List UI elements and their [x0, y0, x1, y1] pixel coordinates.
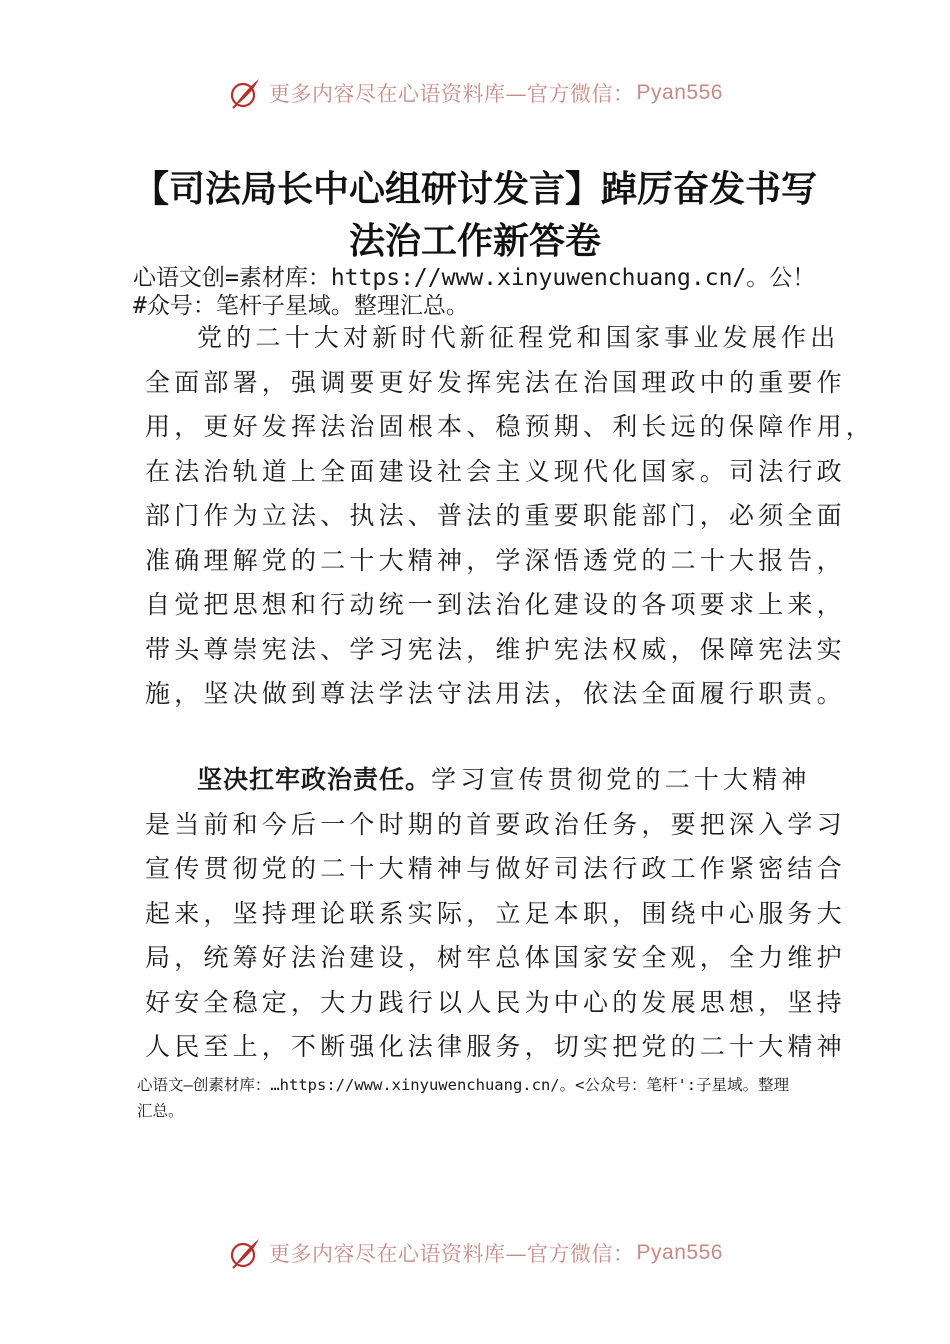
paragraph-line: 好安全稳定，大力践行以人民为中心的发展思想，坚持	[145, 987, 846, 1017]
paragraph-line: 部门作为立法、执法、普法的重要职能部门，必须全面	[145, 501, 846, 530]
paragraph-2	[145, 758, 846, 1070]
source-footer	[137, 1072, 837, 1124]
paragraph-1	[145, 316, 876, 717]
source-header-line-2: #众号：笔杆子星域。整理汇总。	[133, 293, 469, 319]
document-title	[90, 164, 860, 268]
paragraph-line: 人民至上，不断强化法律服务，切实把党的二十大精神	[145, 1032, 846, 1061]
paragraph-line: 准确理解党的二十大精神，学深悟透党的二十大报告，	[145, 545, 846, 575]
paragraph-line: 局，统筹好法治建设，树牢总体国家安全观，全力维护	[145, 943, 846, 972]
paragraph-line: 是当前和今后一个时期的首要政治任务，要把深入学习	[145, 809, 846, 839]
paragraph-line-rest: 学习宣传贯彻党的二十大精神	[431, 765, 811, 794]
source-footer-line-2: 汇总。	[137, 1102, 184, 1120]
paragraph-line: 施，坚决做到尊法学法守法用法，依法全面履行职责。	[145, 679, 846, 708]
quill-pen-icon	[227, 1235, 263, 1271]
banner-text: 更多内容尽在心语资料库—官方微信：	[269, 1242, 635, 1266]
paragraph-line: 宣传贯彻党的二十大精神与做好司法行政工作紧密结合	[145, 854, 846, 883]
bottom-banner	[0, 1231, 950, 1275]
paragraph-line: 起来，坚持理论联系实际，立足本职，围绕中心服务大	[145, 898, 846, 928]
paragraph-line: 全面部署，强调要更好发挥宪法在治国理政中的重要作	[145, 367, 846, 397]
quill-pen-icon	[227, 75, 263, 111]
paragraph-line: 在法治轨道上全面建设社会主义现代化国家。司法行政	[145, 456, 846, 486]
section-heading: 坚决扛牢政治责任。	[197, 765, 432, 794]
title-line-1: 【司法局长中心组研讨发言】踔厉奋发书写	[132, 169, 817, 210]
title-line-2: 法治工作新答卷	[348, 221, 601, 262]
banner-wechat-id: Pyan556	[636, 81, 723, 104]
paragraph-line: 带头尊崇宪法、学习宪法，维护宪法权威，保障宪法实	[145, 634, 846, 664]
banner-wechat-id: Pyan556	[636, 1241, 723, 1264]
source-footer-line-1: 心语文—创素材库：…https://www.xinyuwenchuang.cn/。<公众号：笔杆':子星域。整理	[137, 1076, 790, 1094]
paragraph-line: 党的二十大对新时代新征程党和国家事业发展作出	[197, 323, 840, 352]
banner-text: 更多内容尽在心语资料库—官方微信：	[269, 82, 635, 106]
top-banner	[0, 71, 950, 115]
paragraph-first-line	[145, 758, 815, 803]
paragraph-line: 用，更好发挥法治固根本、稳预期、利长远的保障作用，	[145, 412, 876, 441]
source-header-line-1: 心语文创=素材库：https://www.xinyuwenchuang.cn/。公！	[133, 265, 816, 291]
paragraph-line: 自觉把思想和行动统一到法治化建设的各项要求上来，	[145, 590, 846, 619]
